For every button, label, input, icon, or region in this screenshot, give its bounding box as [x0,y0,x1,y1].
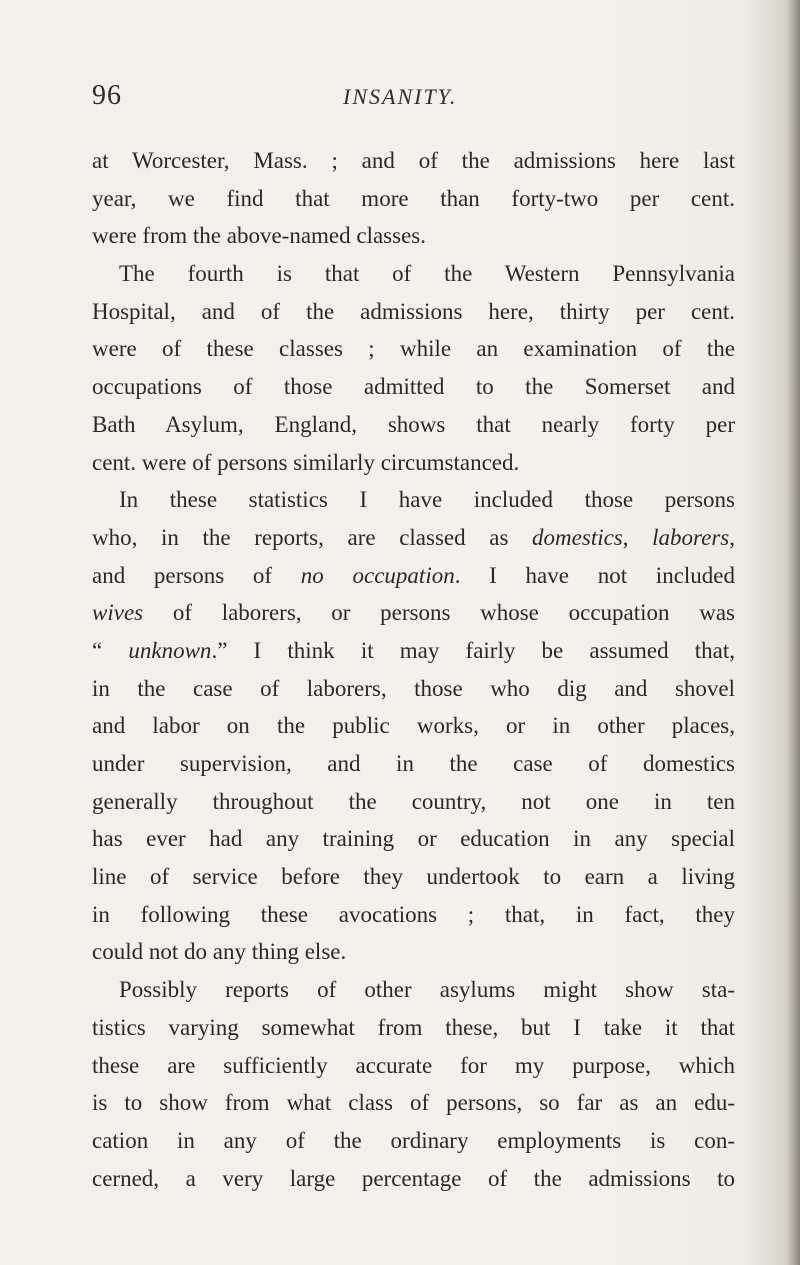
text-line [92,255,735,293]
text-segment: in following these avocations ; that, in fact, they [92,901,735,927]
text-line [92,896,735,934]
text-segment: were of these classes ; while an examination of the [92,336,735,362]
text-line [92,1009,735,1047]
italic-term: wives [92,600,144,626]
text-line [92,406,735,444]
text-segment: Bath Asylum, England, shows that nearly forty per [92,411,735,437]
text-segment: and labor on the public works, or in other places, [92,713,735,739]
text-segment: under supervision, and in the case of domestics [92,751,735,776]
text-segment: cent. were of persons similarly circumstanced. [92,449,520,475]
text-segment: generally throughout the country, not one in ten [92,788,735,814]
text-segment: who, in the reports, are classed as [92,524,533,550]
text-segment: year, we find that more than forty-two per cent. [92,185,735,211]
text-line [92,1047,735,1085]
text-segment: . I have not included [454,562,735,588]
text-segment: occupations of those admitted to the Somerset and [92,374,735,400]
text-segment: Possibly reports of other asylums might show sta- [119,977,735,1003]
text-line [92,858,735,896]
text-segment: were from the above-named classes. [92,223,426,249]
page-edge-shadow [786,0,800,1265]
italic-term: unknown [128,637,212,663]
text-line [92,217,735,255]
text-segment: The fourth is that of the Western Pennsylvania [119,261,735,287]
text-segment: .” I think it may fairly be assumed that, [211,637,735,663]
text-line [92,1160,735,1198]
text-line [92,1084,735,1122]
text-line [92,745,735,783]
running-title: INSANITY. [343,84,458,109]
text-segment: Hospital, and of the admissions here, thirty per cent. [92,298,735,324]
text-line [92,293,735,331]
text-line [92,783,735,821]
text-segment: has ever had any training or education in any special [92,826,735,852]
page-header [92,80,742,120]
text-segment: cation in any of the ordinary employments is con- [92,1127,735,1153]
text-line [92,594,735,632]
text-line [92,368,735,406]
text-segment: at Worcester, Mass. ; and of the admissions here last [92,148,735,173]
text-segment: in the case of laborers, those who dig and shovel [92,675,735,701]
text-line [92,481,735,519]
text-line [92,142,735,180]
text-line [92,444,735,482]
text-line [92,820,735,858]
italic-term: domestics [532,524,623,550]
text-segment: In these statistics I have included those persons [119,487,735,513]
text-segment: cerned, a very large percentage of the admissions to [92,1165,735,1191]
italic-term: no occupation [300,562,455,588]
text-segment: tistics varying somewhat from these, but I take it that [92,1014,735,1040]
page-number: 96 [92,80,122,111]
text-segment: and persons of [92,562,301,588]
text-segment: “ [92,637,129,663]
text-segment: these are sufficiently accurate for my purpose, which [92,1052,735,1078]
text-segment: line of service before they undertook to earn a living [92,864,735,890]
italic-term: laborers [652,524,730,550]
text-line [92,1122,735,1160]
text-line [92,557,735,595]
text-segment: , [622,524,653,550]
text-segment: could not do any thing else. [92,939,347,965]
text-segment: of laborers, or persons whose occupation was [143,600,735,626]
text-line [92,933,735,971]
text-line [92,519,735,557]
text-line [92,670,735,708]
body-text [92,142,735,1197]
text-line [92,971,735,1009]
text-line [92,707,735,745]
text-line [92,330,735,368]
text-line [92,632,735,670]
text-segment: , [729,524,736,550]
text-line [92,180,735,218]
text-segment: is to show from what class of persons, so far as an edu- [92,1090,735,1116]
